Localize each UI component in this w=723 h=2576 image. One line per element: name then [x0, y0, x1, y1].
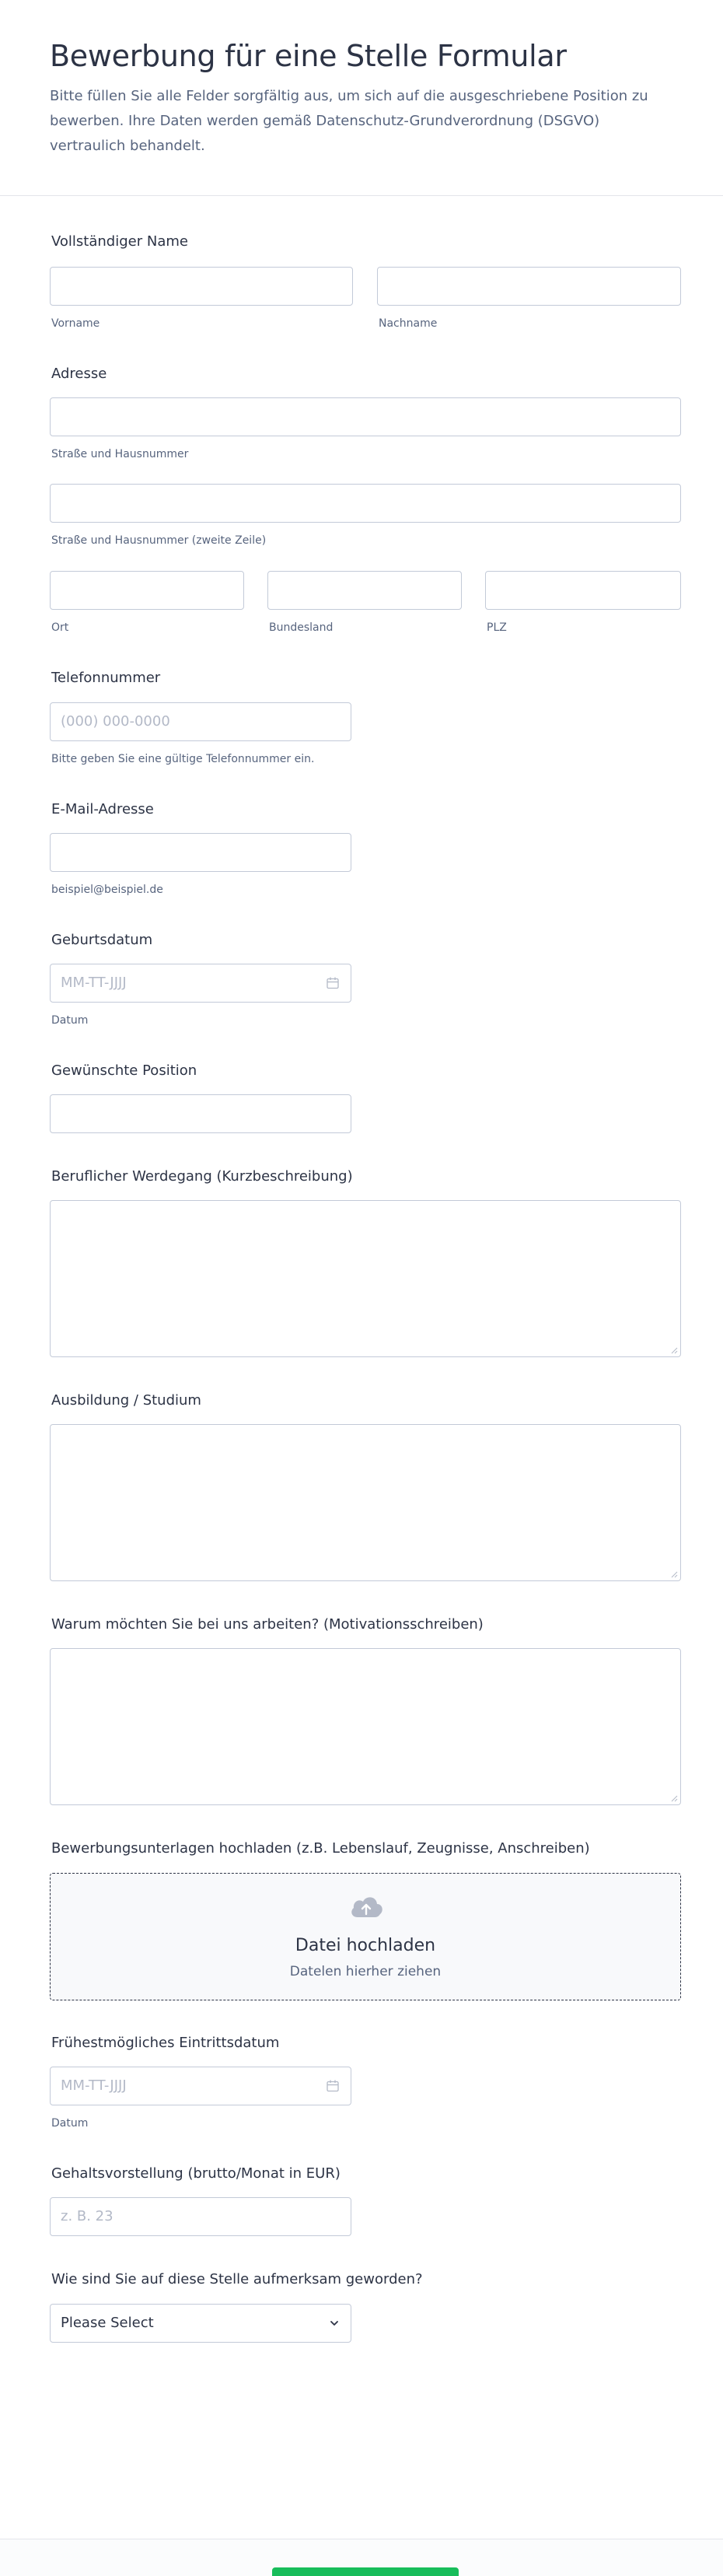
- education-label: Ausbildung / Studium: [51, 1392, 201, 1409]
- state-sublabel: Bundesland: [269, 621, 334, 634]
- email-label: E-Mail-Adresse: [51, 801, 154, 817]
- position-label: Gewünschte Position: [51, 1062, 197, 1079]
- last-name-sublabel: Nachname: [379, 317, 438, 330]
- calendar-icon[interactable]: [326, 2079, 340, 2093]
- source-select[interactable]: [50, 2304, 351, 2343]
- career-label: Beruflicher Werdegang (Kurzbeschreibung): [51, 1168, 353, 1185]
- salary-input[interactable]: [50, 2197, 351, 2236]
- phone-label: Telefonnummer: [51, 670, 161, 686]
- start-date-input[interactable]: [50, 2067, 351, 2105]
- street2-input[interactable]: [50, 484, 681, 523]
- phone-placeholder: (000) 000-0000: [61, 713, 170, 730]
- calendar-icon[interactable]: [326, 976, 340, 990]
- submit-button[interactable]: [272, 2567, 459, 2576]
- name-label: Vollständiger Name: [51, 233, 188, 250]
- last-name-input[interactable]: [377, 267, 681, 306]
- city-sublabel: Ort: [51, 621, 69, 634]
- form-title: Bewerbung für eine Stelle Formular: [50, 39, 567, 73]
- resize-grip-icon[interactable]: [670, 1794, 678, 1802]
- file-upload-dropzone[interactable]: [50, 1873, 681, 2000]
- first-name-input[interactable]: [50, 267, 353, 306]
- resize-grip-icon[interactable]: [670, 1570, 678, 1578]
- start-date-label: Frühestmögliches Eintrittsdatum: [51, 2035, 280, 2051]
- source-select-value: Please Select: [61, 2315, 154, 2331]
- resize-grip-icon[interactable]: [670, 1346, 678, 1354]
- state-input[interactable]: [267, 571, 462, 610]
- career-textarea[interactable]: [50, 1200, 681, 1357]
- chevron-down-icon: [327, 2316, 341, 2330]
- salary-placeholder: z. B. 23: [61, 2208, 114, 2224]
- phone-sublabel: Bitte geben Sie eine gültige Telefonnummer ein.: [51, 753, 315, 765]
- form-footer: [0, 2539, 723, 2576]
- street-input[interactable]: [50, 397, 681, 436]
- birthdate-placeholder: MM-TT-JJJJ: [61, 975, 127, 991]
- birthdate-sublabel: Datum: [51, 1014, 89, 1027]
- birthdate-input[interactable]: [50, 964, 351, 1003]
- zip-sublabel: PLZ: [487, 621, 507, 634]
- birthdate-label: Geburtsdatum: [51, 932, 153, 948]
- street2-sublabel: Straße und Hausnummer (zweite Zeile): [51, 534, 267, 547]
- city-input[interactable]: [50, 571, 244, 610]
- address-label: Adresse: [51, 366, 107, 382]
- email-input[interactable]: [50, 833, 351, 872]
- form-header: [0, 0, 723, 196]
- start-date-sublabel: Datum: [51, 2117, 89, 2130]
- upload-title: Datei hochladen: [295, 1936, 436, 1955]
- upload-sublabel: Datelen hierher ziehen: [289, 1964, 442, 1979]
- email-sublabel: beispiel@beispiel.de: [51, 884, 163, 896]
- position-input[interactable]: [50, 1094, 351, 1133]
- cloud-upload-icon: [348, 1892, 384, 1920]
- education-textarea[interactable]: [50, 1424, 681, 1581]
- upload-label: Bewerbungsunterlagen hochladen (z.B. Lebenslauf, Zeugnisse, Anschreiben): [51, 1840, 590, 1857]
- zip-input[interactable]: [485, 571, 681, 610]
- motivation-textarea[interactable]: [50, 1648, 681, 1805]
- motivation-label: Warum möchten Sie bei uns arbeiten? (Motivationsschreiben): [51, 1616, 484, 1633]
- start-date-placeholder: MM-TT-JJJJ: [61, 2077, 127, 2094]
- first-name-sublabel: Vorname: [51, 317, 100, 330]
- street-sublabel: Straße und Hausnummer: [51, 448, 189, 460]
- source-label: Wie sind Sie auf diese Stelle aufmerksam geworden?: [51, 2271, 423, 2287]
- form-subtitle: Bitte füllen Sie alle Felder sorgfältig aus, um sich auf die ausgeschriebene Position zu bewerben. Ihre Daten werden gemäß Datenschutz-Grundverordnung (DSGVO) vertraulich behandelt.: [50, 88, 648, 154]
- salary-label: Gehaltsvorstellung (brutto/Monat in EUR): [51, 2165, 341, 2182]
- phone-input[interactable]: [50, 702, 351, 741]
